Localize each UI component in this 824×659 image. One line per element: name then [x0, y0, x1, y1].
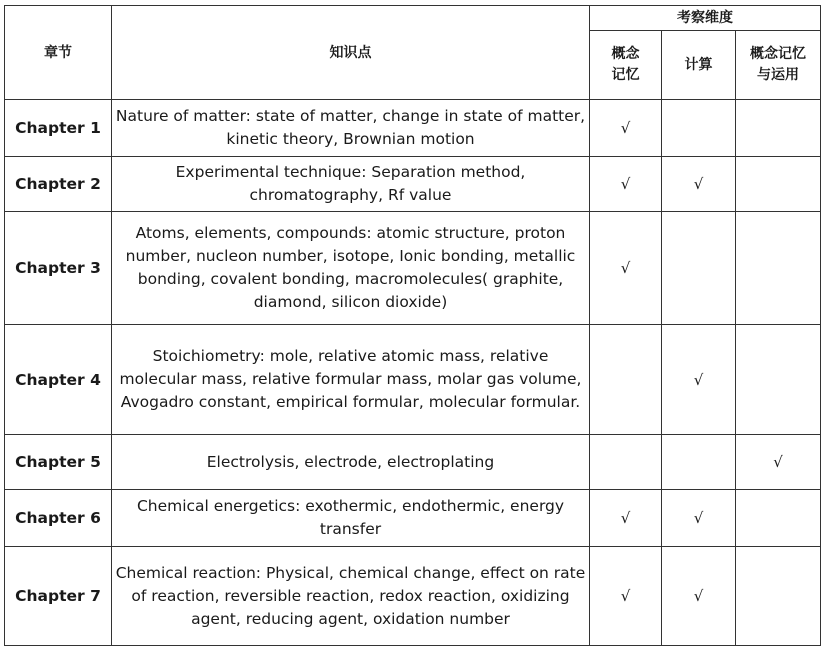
calc-check-cell: √	[662, 325, 736, 435]
topic-cell: Experimental technique: Separation method, chromatography, Rf value	[112, 157, 590, 212]
chapter-cell: Chapter 6	[5, 490, 112, 547]
chapter-cell: Chapter 5	[5, 435, 112, 490]
chapter-cell: Chapter 7	[5, 547, 112, 646]
memory-check-cell: √	[590, 157, 662, 212]
apply-check-cell	[736, 157, 821, 212]
table-row	[5, 212, 821, 325]
memory-check-cell: √	[590, 100, 662, 157]
apply-check-cell	[736, 325, 821, 435]
table-row	[5, 325, 821, 435]
memory-check-cell	[590, 435, 662, 490]
table-row	[5, 490, 821, 547]
chapter-cell: Chapter 1	[5, 100, 112, 157]
apply-check-cell: √	[736, 435, 821, 490]
apply-check-cell	[736, 490, 821, 547]
calc-check-cell: √	[662, 490, 736, 547]
header-chapter: 章节	[5, 6, 112, 100]
table-row	[5, 435, 821, 490]
memory-check-cell	[590, 325, 662, 435]
header-topic: 知识点	[112, 6, 590, 100]
topic-cell: Stoichiometry: mole, relative atomic mass, relative molecular mass, relative formular mass, molar gas volume, Avogadro constant, empirical formular, molecular formular.	[112, 325, 590, 435]
topic-cell: Atoms, elements, compounds: atomic structure, proton number, nucleon number, isotope, Ionic bonding, metallic bonding, covalent bonding, macromolecules( graphite, diamond, silicon dioxide)	[112, 212, 590, 325]
table-header	[5, 6, 821, 100]
header-dimension-group: 考察维度	[590, 6, 821, 31]
calc-check-cell	[662, 435, 736, 490]
topic-cell: Chemical energetics: exothermic, endothermic, energy transfer	[112, 490, 590, 547]
memory-check-cell: √	[590, 547, 662, 646]
calc-check-cell: √	[662, 157, 736, 212]
table-body	[5, 100, 821, 646]
topic-cell: Chemical reaction: Physical, chemical change, effect on rate of reaction, reversible reaction, redox reaction, oxidizing agent, reducing agent, oxidation number	[112, 547, 590, 646]
header-memory	[590, 31, 662, 100]
calc-check-cell	[662, 212, 736, 325]
chapter-cell: Chapter 3	[5, 212, 112, 325]
header-apply	[736, 31, 821, 100]
header-apply-line1: 概念记忆	[750, 46, 806, 62]
memory-check-cell: √	[590, 212, 662, 325]
chapter-cell: Chapter 4	[5, 325, 112, 435]
apply-check-cell	[736, 100, 821, 157]
topic-cell: Electrolysis, electrode, electroplating	[112, 435, 590, 490]
memory-check-cell: √	[590, 490, 662, 547]
topic-cell: Nature of matter: state of matter, change in state of matter, kinetic theory, Brownian motion	[112, 100, 590, 157]
calc-check-cell: √	[662, 547, 736, 646]
apply-check-cell	[736, 547, 821, 646]
table-row	[5, 157, 821, 212]
header-memory-line2: 记忆	[611, 67, 640, 83]
apply-check-cell	[736, 212, 821, 325]
header-row-top	[5, 6, 821, 31]
table-row	[5, 100, 821, 157]
header-calc: 计算	[662, 31, 736, 100]
header-apply-line2: 与运用	[757, 67, 799, 83]
chapter-cell: Chapter 2	[5, 157, 112, 212]
syllabus-table	[4, 5, 821, 646]
header-memory-line1: 概念	[611, 46, 640, 62]
table-row	[5, 547, 821, 646]
calc-check-cell	[662, 100, 736, 157]
